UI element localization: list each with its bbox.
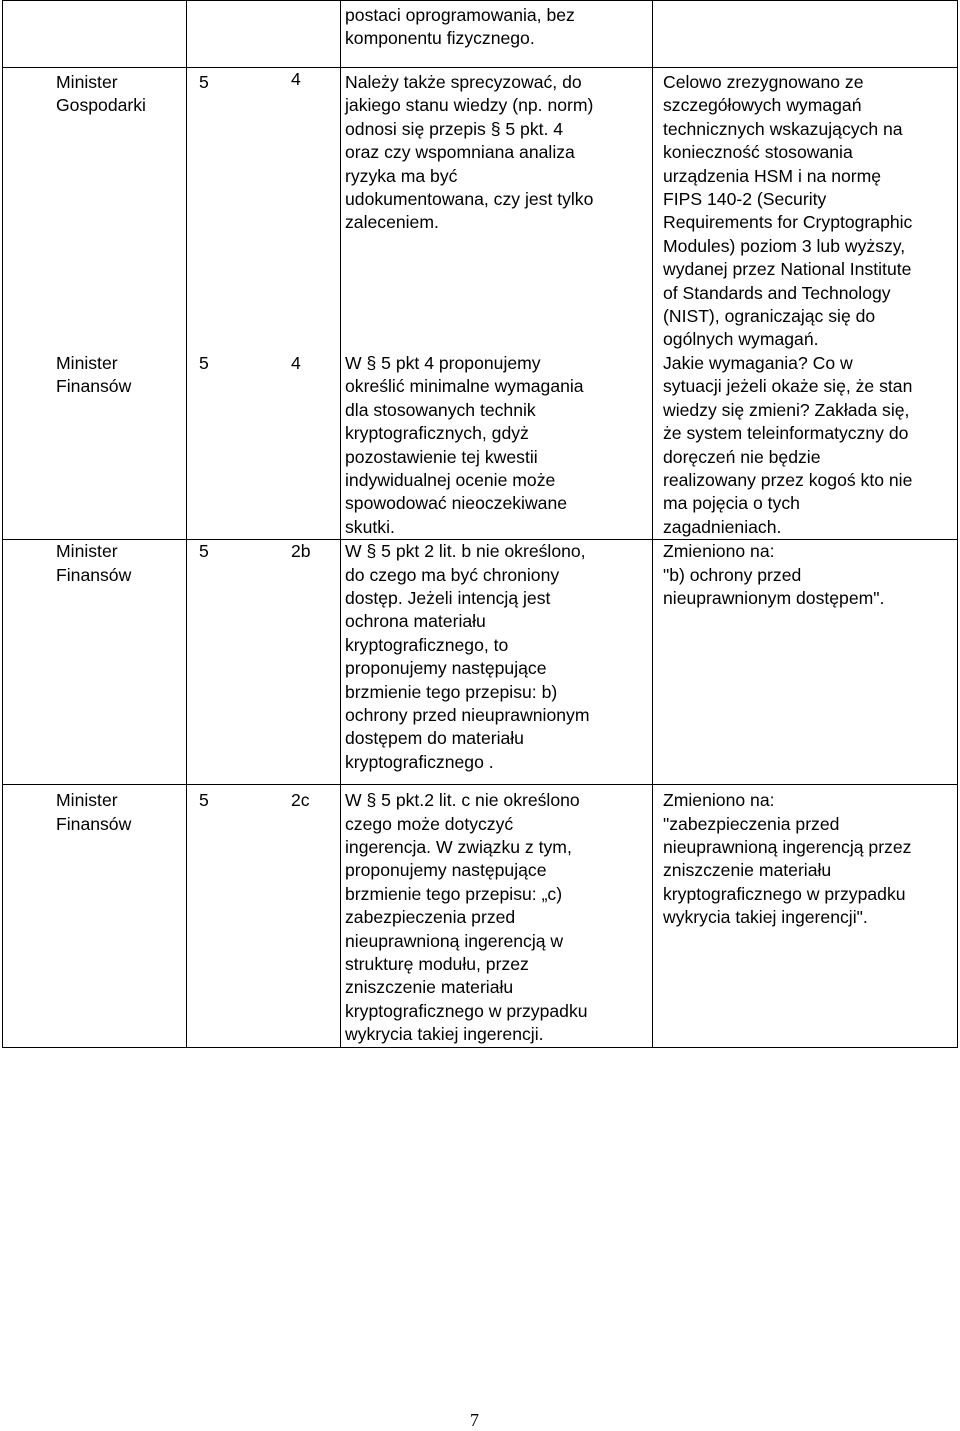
org-cell (3, 1, 187, 68)
comments-table (2, 0, 958, 1048)
chapter-cell (187, 1, 341, 68)
chapter-cell (187, 785, 341, 1047)
response-text: Zmieniono na: "zabezpieczenia przed nieuprawnioną ingerencją przez zniszczenie materiału kryptograficznego w przypadku wykrycia takiej ingerencji". (663, 790, 912, 928)
org-text: Minister Finansów (56, 352, 132, 397)
org-text: Minister Finansów (56, 790, 132, 834)
page-number: 7 (470, 1410, 479, 1430)
chapter-number: 5 (199, 541, 209, 562)
org-cell (3, 352, 187, 540)
chapter-cell (187, 68, 341, 352)
chapter-number: 5 (199, 352, 209, 373)
response-text: Jakie wymagania? Co w sytuacji jeżeli okaże się, że stan wiedzy się zmieni? Zakłada się, że system teleinformatyczny do doręczeń nie będzie realizowany przez kogoś kto nie ma pojęcia o tych zagadnieniach. (663, 352, 913, 537)
table-row (3, 540, 958, 785)
response-cell (653, 68, 958, 352)
table-row (3, 68, 958, 352)
response-cell (653, 1, 958, 68)
response-text: Celowo zrezygnowano ze szczegółowych wymagań technicznych wskazujących na konieczność stosowania urządzenia HSM i na normę FIPS 140-2 (Security Requirements for Cryptographic Modules) poziom 3 lub wyższy, wydanej przez National Institute of Standards and Technology (NIST), ograniczając się do ogólnych wymagań. (663, 72, 913, 350)
comment-cell (341, 540, 653, 785)
point-number: 2c (291, 790, 310, 811)
chapter-number: 5 (199, 790, 209, 811)
comment-cell (341, 785, 653, 1047)
comment-text: Należy także sprecyzować, do jakiego stanu wiedzy (np. norm) odnosi się przepis § 5 pkt. 4 oraz czy wspomniana analiza ryzyka ma być udokumentowana, czy jest tylko zaleceniem. (345, 72, 594, 233)
org-cell (3, 785, 187, 1047)
comment-text: W § 5 pkt.2 lit. c nie określono czego może dotyczyć ingerencja. W związku z tym, proponujemy następujące brzmienie tego przepisu: „c) zabezpieczenia przed nieuprawnioną ingerencją w strukturę modułu, przez zniszczenie materiału kryptograficznego w przypadku wykrycia takiej ingerencji. (345, 790, 588, 1045)
comment-cell (341, 352, 653, 540)
comment-text: postaci oprogramowania, bez komponentu fizycznego. (345, 5, 575, 49)
org-text: Minister Gospodarki (56, 72, 146, 116)
chapter-number: 5 (199, 72, 209, 92)
point-number: 4 (291, 352, 301, 373)
response-cell (653, 540, 958, 785)
table-row (3, 1, 958, 68)
point-number: 4 (291, 69, 301, 89)
response-cell (653, 352, 958, 540)
response-text: Zmieniono na: "b) ochrony przed nieuprawnionym dostępem". (663, 541, 885, 608)
org-cell (3, 68, 187, 352)
org-cell (3, 540, 187, 785)
chapter-cell (187, 540, 341, 785)
point-number: 2b (291, 541, 311, 562)
response-cell (653, 785, 958, 1047)
org-text: Minister Finansów (56, 541, 132, 585)
comment-text: W § 5 pkt 2 lit. b nie określono, do czego ma być chroniony dostęp. Jeżeli intencją jest ochrona materiału kryptograficznego, to proponujemy następujące brzmienie tego przepisu: b) ochrony przed nieuprawnionym dostępem do materiału kryptograficznego . (345, 541, 590, 772)
comment-cell (341, 1, 653, 68)
chapter-cell (187, 352, 341, 540)
table-row (3, 352, 958, 540)
comment-cell (341, 68, 653, 352)
comment-text: W § 5 pkt 4 proponujemy określić minimalne wymagania dla stosowanych technik kryptograficznych, gdyż pozostawienie tej kwestii indywidualnej ocenie może spowodować nieoczekiwane skutki. (345, 352, 584, 537)
table-row (3, 785, 958, 1047)
